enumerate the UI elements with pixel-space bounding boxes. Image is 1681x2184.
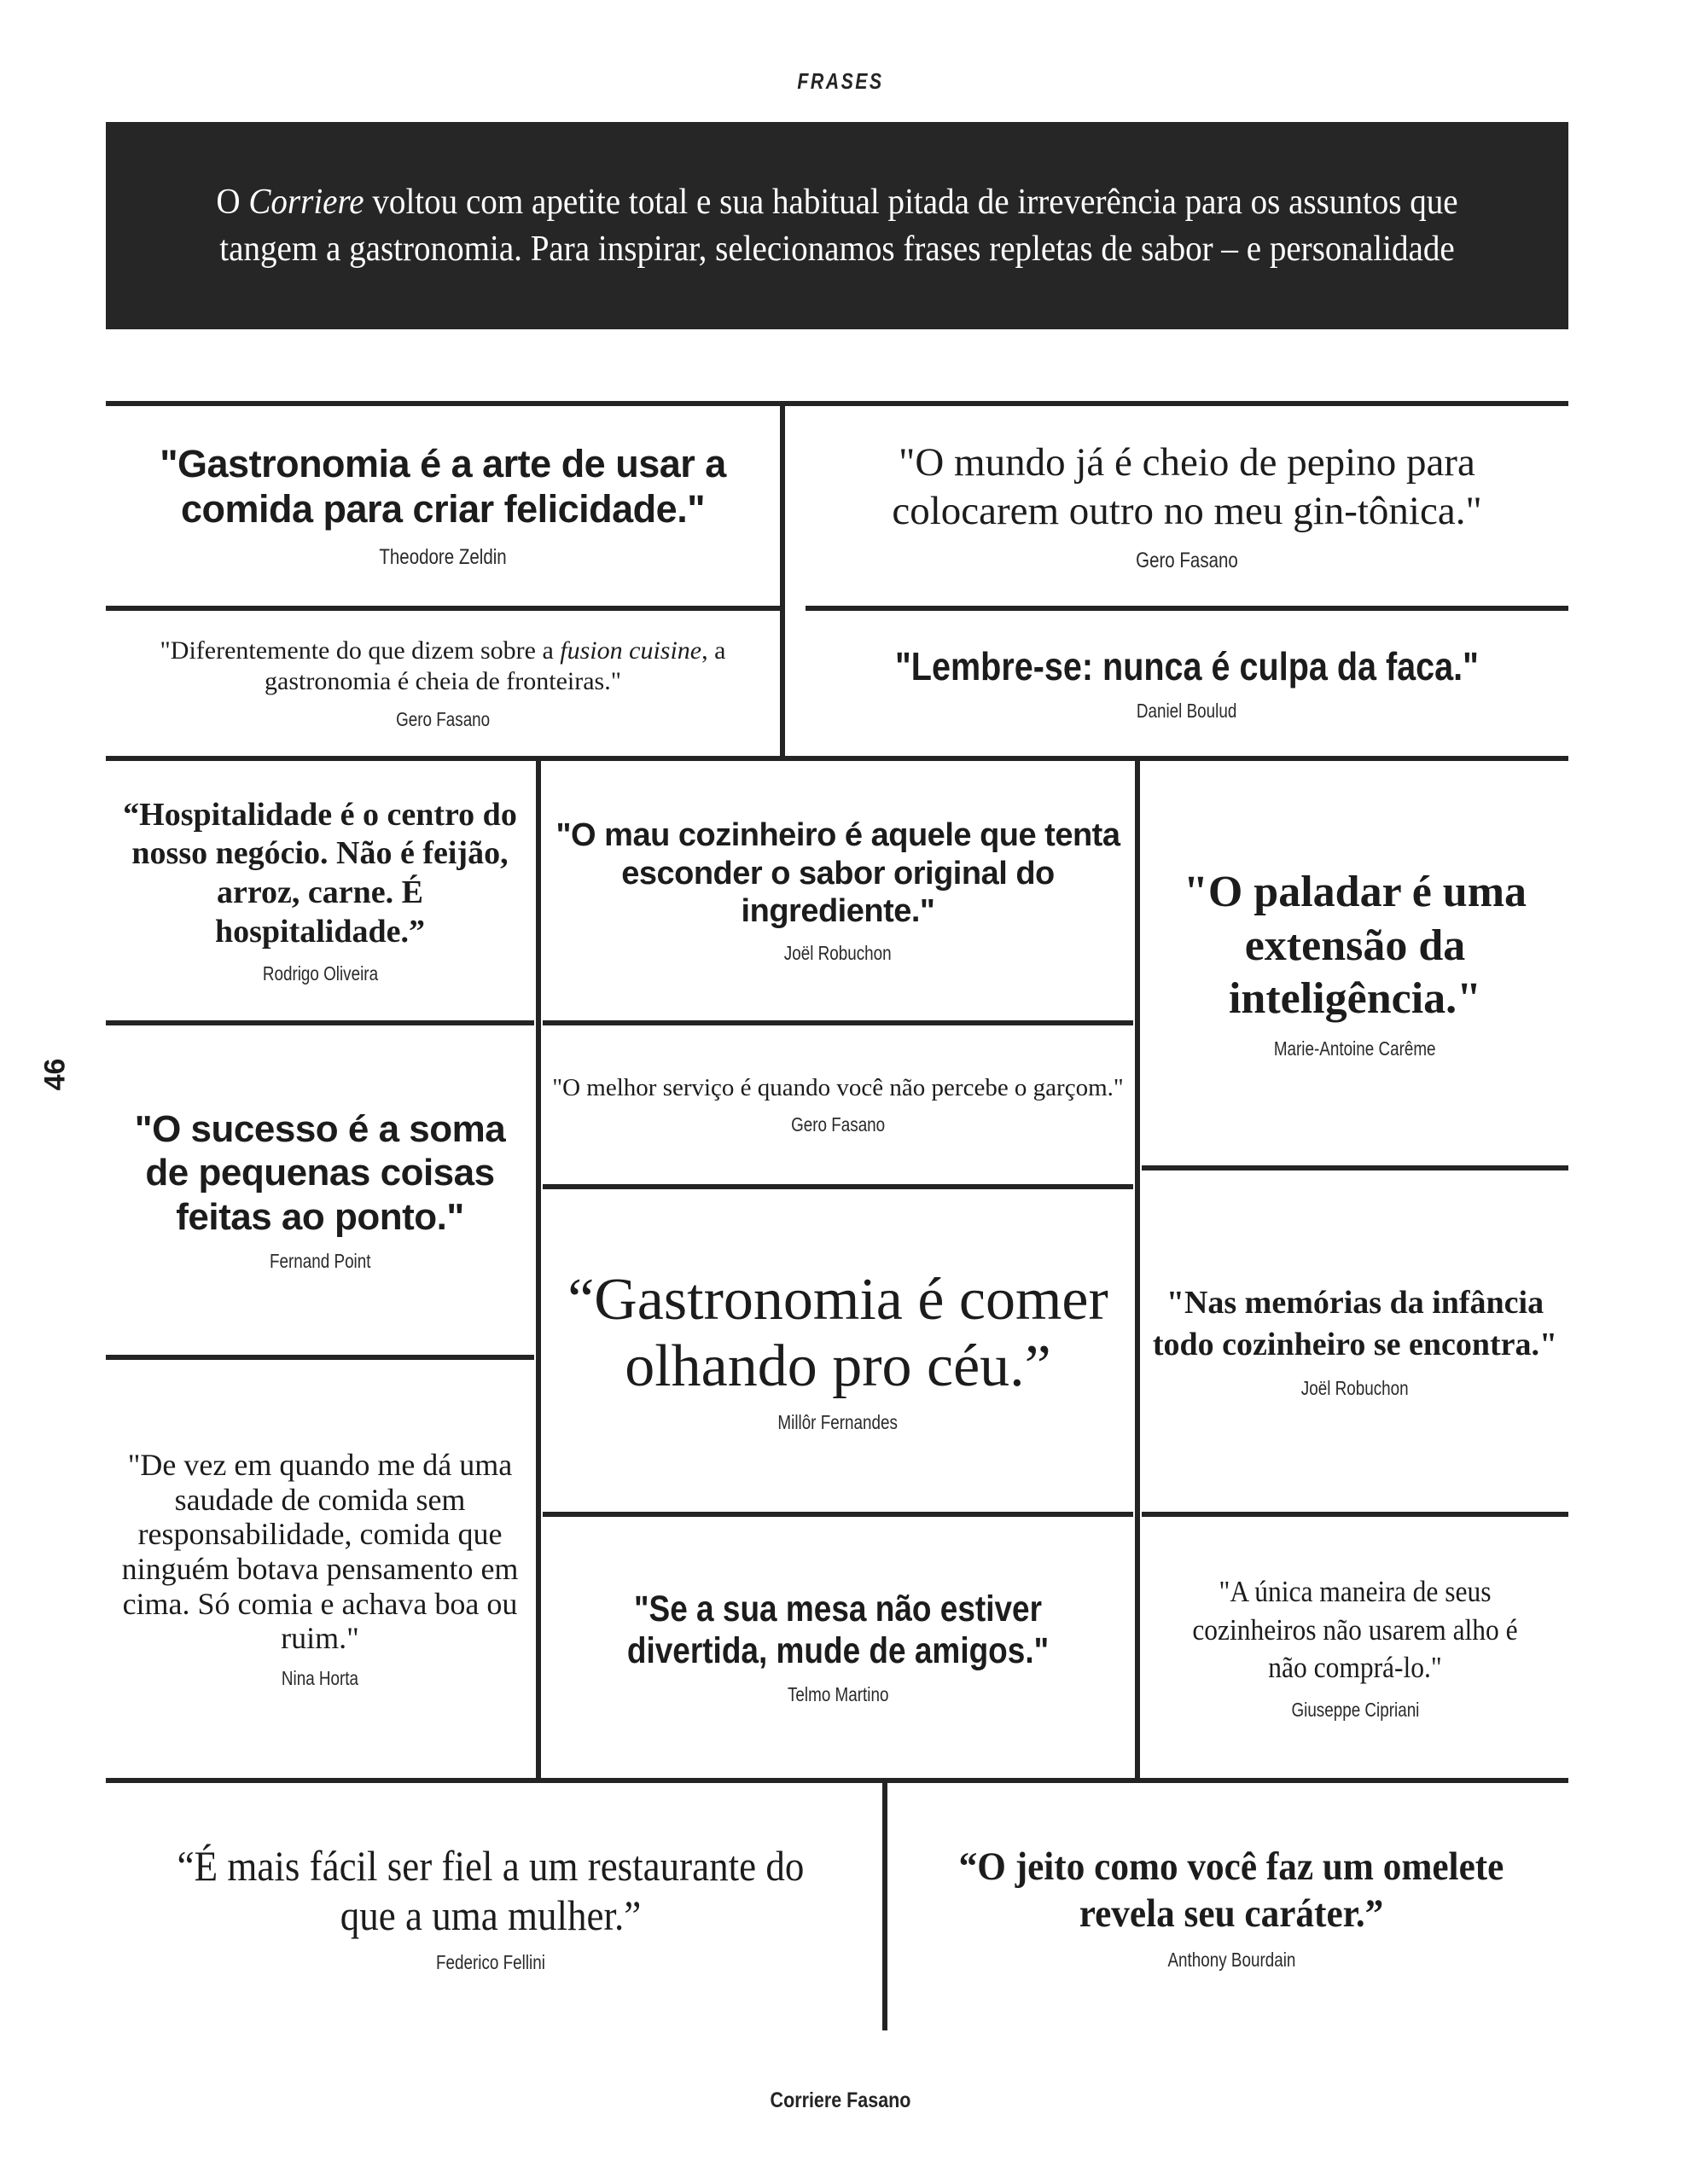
footer-publication: Corriere Fasano — [770, 2088, 911, 2112]
intro-banner — [106, 122, 1568, 329]
quote-cell-careme — [1142, 761, 1568, 1165]
rule-bottom-band — [106, 1778, 1568, 1783]
quote-author: Federico Fellini — [436, 1951, 545, 1973]
quote-author: Daniel Boulud — [1137, 700, 1237, 723]
quote-cell-bourdain — [894, 1788, 1568, 2027]
quote-text: "O mundo já é cheio de pepino para colocarem outro no meu gin-tônica." — [892, 440, 1482, 533]
quote-text — [114, 636, 771, 697]
intro-lead: O — [216, 182, 249, 222]
quote-text: "De vez em quando me dá uma saudade de comida sem responsabilidade, comida que ninguém botava pensamento em cima. Só comia e achava boa ou ruim." — [121, 1447, 519, 1656]
quote-cell-millor-fernandes — [543, 1189, 1133, 1512]
quote-cell-giuseppe-cipriani — [1142, 1517, 1568, 1778]
quote-author: Anthony Bourdain — [1167, 1948, 1295, 1971]
quote-author: Joël Robuchon — [784, 941, 892, 964]
quote-text-italic: fusion cuisine — [560, 636, 702, 665]
quote-text: "Nas memórias da infância todo cozinheiro se encontra." — [1152, 1284, 1558, 1362]
quote-text: "A única maneira de seus cozinheiros não usarem alho é não comprá-lo." — [1192, 1574, 1518, 1685]
quote-cell-telmo-martino — [543, 1517, 1133, 1778]
quote-author: Nina Horta — [281, 1667, 359, 1690]
quote-author: Fernand Point — [269, 1250, 371, 1273]
quote-author: Millôr Fernandes — [777, 1411, 899, 1434]
quote-text: "O melhor serviço é quando você não percebe o garçom." — [552, 1073, 1124, 1101]
quote-author: Rodrigo Oliveira — [262, 962, 378, 985]
quote-text: “Gastronomia é comer olhando pro céu.” — [567, 1266, 1108, 1399]
quote-cell-fellini — [106, 1788, 875, 2027]
quote-author: Giuseppe Cipriani — [1291, 1699, 1419, 1722]
quote-text: "O sucesso é a soma de pequenas coisas feitas ao ponto." — [134, 1107, 506, 1238]
quote-text: "Lembre-se: nunca é culpa da faca." — [895, 643, 1479, 688]
running-head: FRASES — [797, 68, 884, 94]
quote-text: "O paladar é uma extensão da inteligência." — [1183, 868, 1527, 1024]
quote-cell-robuchon-mau-cozinheiro — [543, 761, 1133, 1020]
quote-text: "Se a sua mesa não estiver divertida, mude de amigos." — [626, 1588, 1050, 1671]
quote-cell-boulud — [806, 611, 1568, 756]
quote-cell-fernand-point — [106, 1025, 534, 1355]
intro-text — [205, 179, 1469, 272]
quote-author: Gero Fasano — [1136, 548, 1238, 572]
quote-cell-robuchon-memorias — [1142, 1170, 1568, 1512]
quote-cell-rodrigo-oliveira — [106, 761, 534, 1020]
quote-author: Telmo Martino — [787, 1683, 889, 1706]
quote-text-before: "Diferentemente do que dizem sobre a — [160, 636, 561, 665]
quote-text: "Gastronomia é a arte de usar a comida para criar felicidade." — [160, 441, 726, 531]
intro-brand: Corriere — [248, 182, 364, 222]
quote-author: Theodore Zeldin — [379, 545, 507, 570]
quote-cell-nina-horta — [106, 1360, 534, 1778]
quote-cell-fasano-fusion — [106, 611, 780, 756]
quote-text: “Hospitalidade é o centro do nosso negócio. Não é feijão, arroz, carne. É hospitalidade.” — [123, 796, 517, 950]
quote-author: Marie-Antoine Carême — [1274, 1037, 1436, 1060]
quote-text-after: , a gastronomia é cheia de fronteiras." — [265, 636, 726, 695]
quote-cell-fasano-garcom — [543, 1025, 1133, 1184]
quote-text: “O jeito como você faz um omelete revela seu caráter.” — [958, 1844, 1504, 1936]
rule-vertical-col1 — [536, 761, 541, 1778]
page-number: 46 — [38, 1058, 72, 1091]
rule-vertical-col2 — [1135, 761, 1140, 1778]
quote-text: "O mau cozinheiro é aquele que tenta esconder o sabor original do ingrediente." — [555, 817, 1120, 930]
quote-cell-fasano-gintonica — [806, 406, 1568, 606]
quote-author: Gero Fasano — [395, 708, 491, 730]
quote-author: Gero Fasano — [790, 1113, 886, 1136]
intro-rest: voltou com apetite total e sua habitual pitada de irreverência para os assuntos que tangem a gastronomia. Para inspirar, selecionamos frases repletas de sabor – e personalidade — [219, 182, 1458, 269]
rule-vertical-bottom — [882, 1783, 887, 2030]
quote-cell-zeldin — [106, 406, 780, 606]
quote-author: Joël Robuchon — [1301, 1377, 1409, 1400]
rule-vertical-topband — [780, 406, 785, 756]
quote-text: “É mais fácil ser fiel a um restaurante do que a uma mulher.” — [177, 1842, 805, 1939]
